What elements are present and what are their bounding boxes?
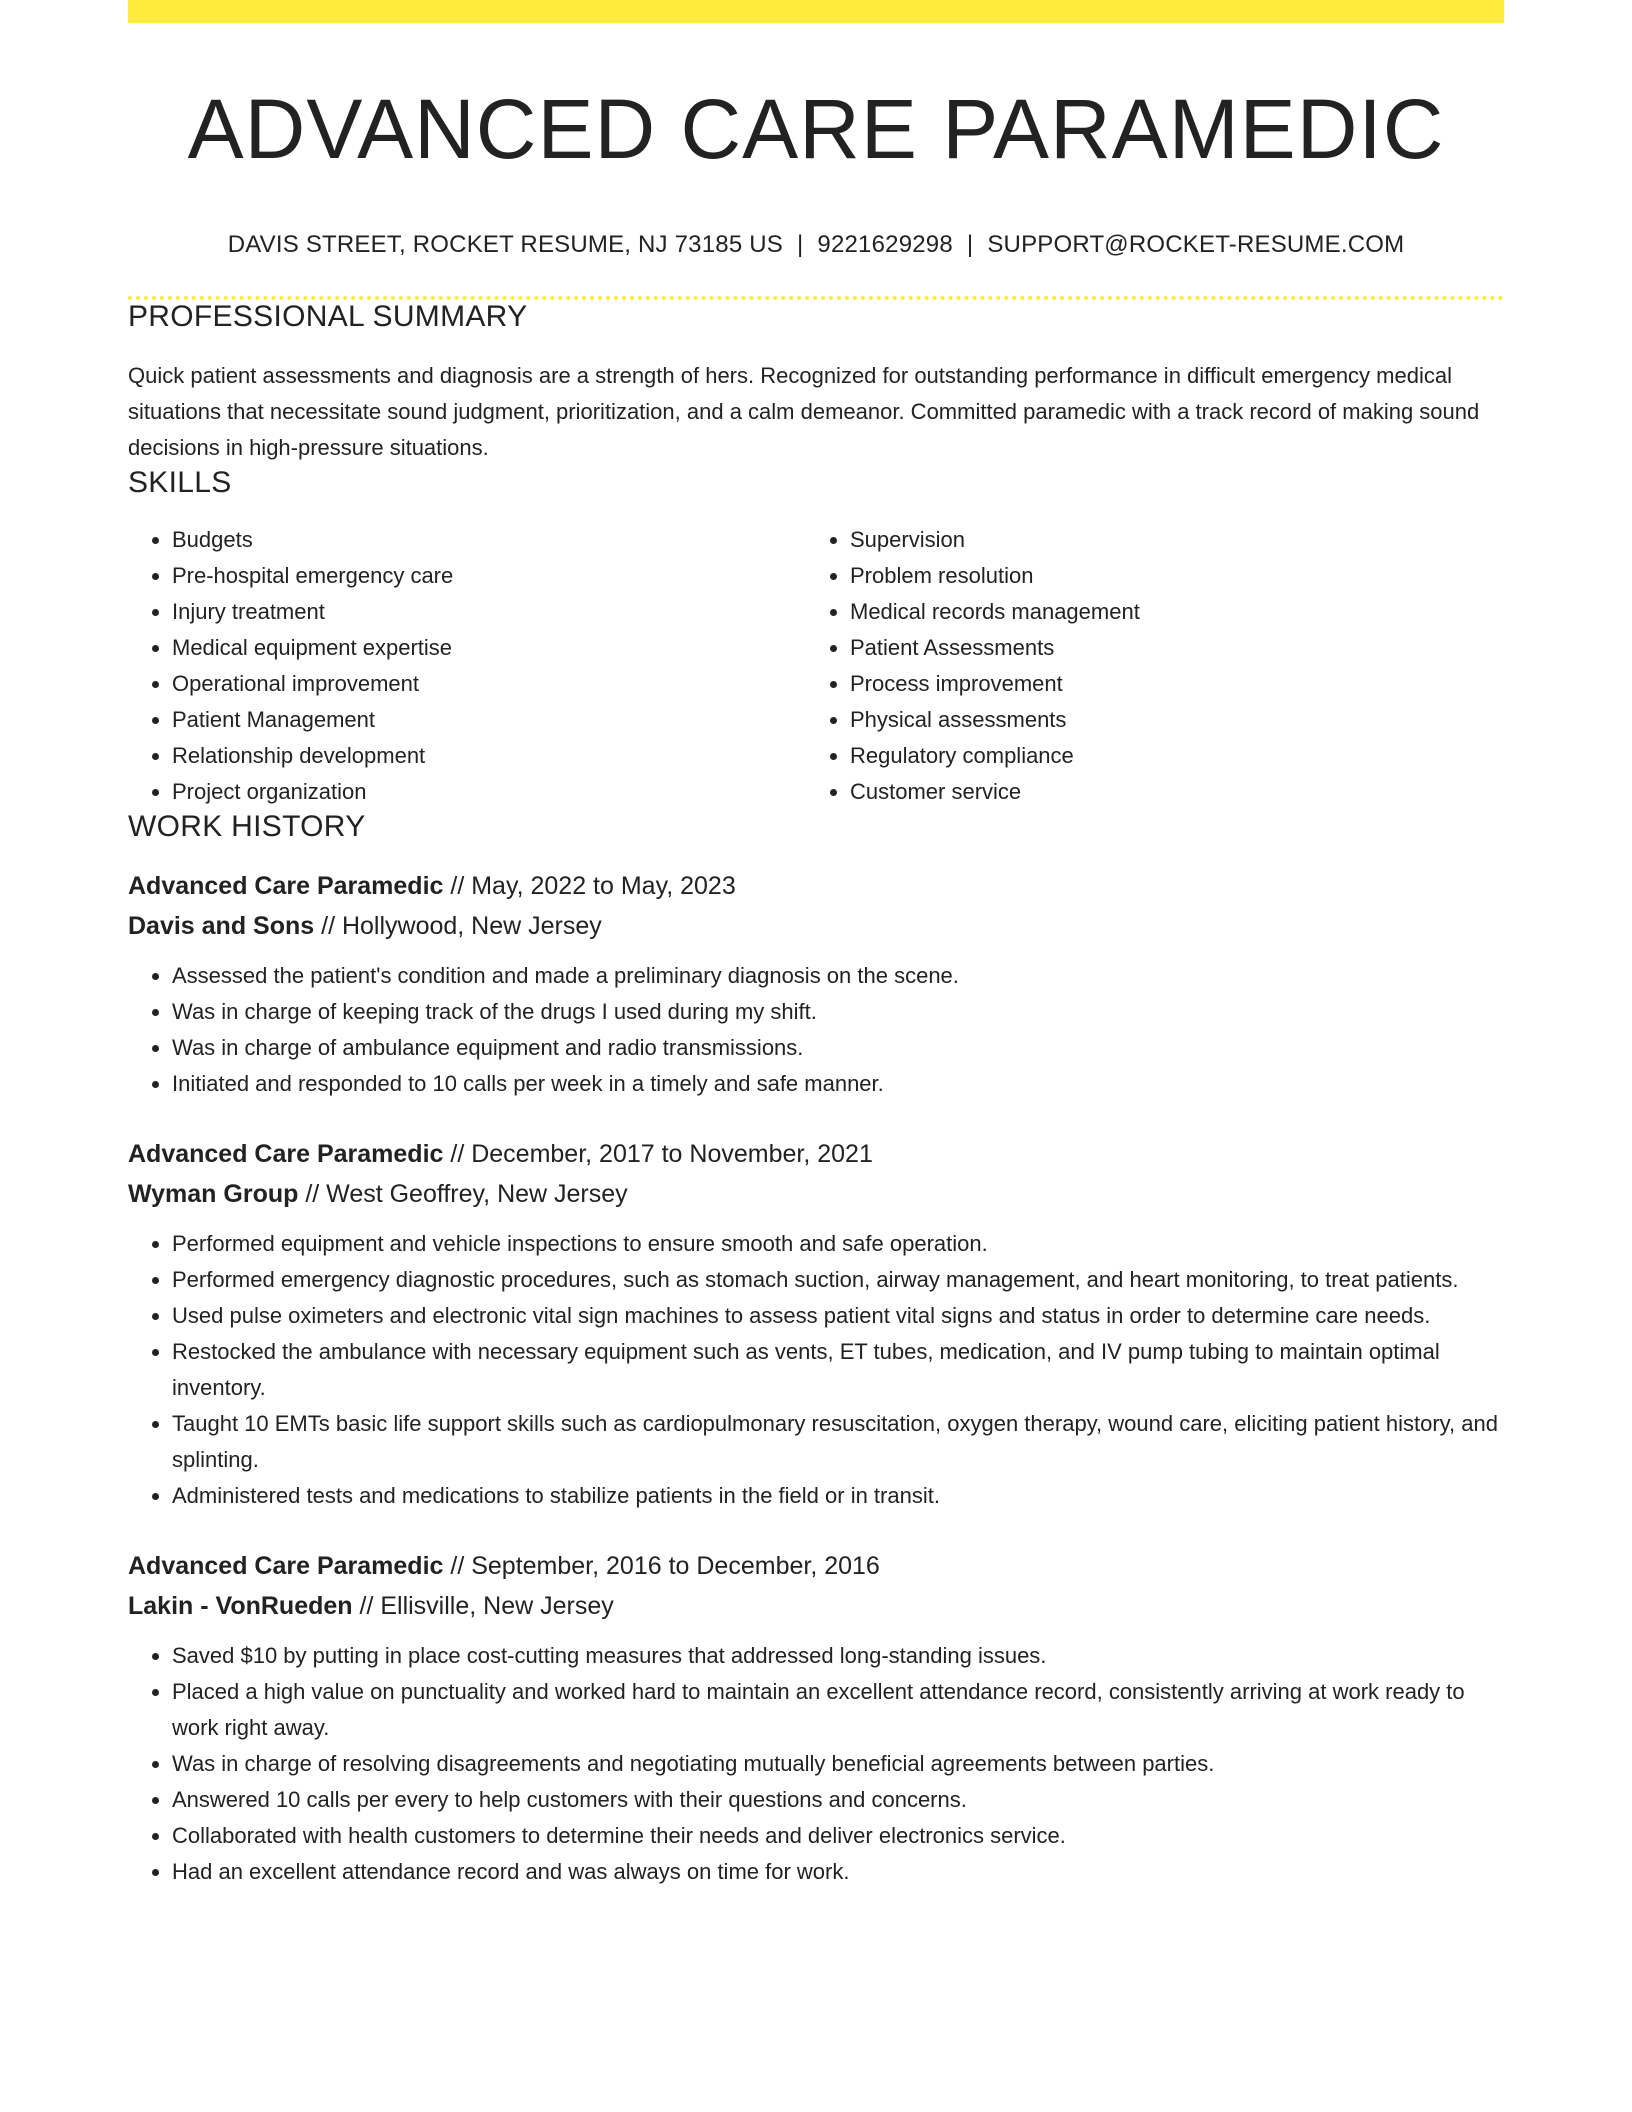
summary-text: Quick patient assessments and diagnosis are a strength of hers. Recognized for outstanding performance in difficult emergency medical situations that necessitate sound judgment, prioritization, and a calm demeanor. Committed paramedic with a track record of making sound decisions in high-pressure situations. bbox=[128, 363, 1480, 461]
contact-line bbox=[128, 231, 1504, 259]
skill-item: • Budgets bbox=[172, 522, 806, 558]
skill-item: • Injury treatment bbox=[172, 594, 806, 630]
job-company: Lakin - VonRueden bbox=[128, 1592, 353, 1621]
skills-column-right bbox=[806, 522, 1484, 810]
job-role-line bbox=[128, 1134, 1504, 1174]
skill-item: • Patient Management bbox=[172, 702, 806, 738]
skill-item: • Medical equipment expertise bbox=[172, 630, 806, 666]
job-bullet: • Had an excellent attendance record and was always on time for work. bbox=[172, 1854, 1504, 1890]
job-entry bbox=[128, 866, 1504, 1102]
contact-address: DAVIS STREET, ROCKET RESUME, NJ 73185 US bbox=[227, 231, 783, 259]
job-company-line bbox=[128, 1586, 1504, 1626]
skills-heading: SKILLS bbox=[128, 466, 232, 500]
job-bullet-list bbox=[128, 1638, 1504, 1890]
job-bullet: • Restocked the ambulance with necessary equipment such as vents, ET tubes, medication, and IV pump tubing to maintain optimal inventory. bbox=[172, 1334, 1504, 1406]
job-dates: // September, 2016 to December, 2016 bbox=[443, 1552, 880, 1581]
job-role: Advanced Care Paramedic bbox=[128, 1140, 444, 1169]
job-bullet: • Performed emergency diagnostic procedures, such as stomach suction, airway management, and heart monitoring, to treat patients. bbox=[172, 1262, 1504, 1298]
skill-item: • Medical records management bbox=[850, 594, 1484, 630]
job-company-line bbox=[128, 1174, 1504, 1214]
job-bullet-list bbox=[128, 958, 1504, 1102]
resume-title: ADVANCED CARE PARAMEDIC bbox=[187, 82, 1445, 176]
job-role-line bbox=[128, 866, 1504, 906]
contact-separator: | bbox=[966, 231, 974, 259]
contact-separator: | bbox=[796, 231, 804, 259]
skill-item: • Patient Assessments bbox=[850, 630, 1484, 666]
skills-list bbox=[128, 522, 1504, 810]
skill-item: • Problem resolution bbox=[850, 558, 1484, 594]
top-accent-bar bbox=[128, 0, 1504, 23]
job-company-line bbox=[128, 906, 1504, 946]
job-location: // Ellisville, New Jersey bbox=[352, 1592, 614, 1621]
job-entry bbox=[128, 1134, 1504, 1514]
job-entry bbox=[128, 1546, 1504, 1890]
contact-phone: 9221629298 bbox=[817, 231, 953, 259]
summary-heading: PROFESSIONAL SUMMARY bbox=[128, 300, 528, 334]
skill-item: • Operational improvement bbox=[172, 666, 806, 702]
job-dates: // December, 2017 to November, 2021 bbox=[443, 1140, 873, 1169]
contact-email: SUPPORT@ROCKET-RESUME.COM bbox=[987, 231, 1405, 259]
job-company: Wyman Group bbox=[128, 1180, 299, 1209]
job-company: Davis and Sons bbox=[128, 912, 315, 941]
job-bullet-list bbox=[128, 1226, 1504, 1514]
job-bullet: • Was in charge of keeping track of the drugs I used during my shift. bbox=[172, 994, 1504, 1030]
job-bullet: • Placed a high value on punctuality and worked hard to maintain an excellent attendance record, consistently arriving at work ready to work right away. bbox=[172, 1674, 1504, 1746]
job-bullet: • Saved $10 by putting in place cost-cutting measures that addressed long-standing issues. bbox=[172, 1638, 1504, 1674]
job-role: Advanced Care Paramedic bbox=[128, 872, 444, 901]
job-role: Advanced Care Paramedic bbox=[128, 1552, 444, 1581]
skill-item: • Project organization bbox=[172, 774, 806, 810]
job-bullet: • Administered tests and medications to stabilize patients in the field or in transit. bbox=[172, 1478, 1504, 1514]
job-bullet: • Collaborated with health customers to determine their needs and deliver electronics service. bbox=[172, 1818, 1504, 1854]
skill-item: • Physical assessments bbox=[850, 702, 1484, 738]
job-bullet: • Taught 10 EMTs basic life support skills such as cardiopulmonary resuscitation, oxygen therapy, wound care, eliciting patient history, and splinting. bbox=[172, 1406, 1504, 1478]
job-bullet: • Answered 10 calls per every to help customers with their questions and concerns. bbox=[172, 1782, 1504, 1818]
job-location: // West Geoffrey, New Jersey bbox=[298, 1180, 628, 1209]
skill-item: • Pre-hospital emergency care bbox=[172, 558, 806, 594]
skill-item: • Relationship development bbox=[172, 738, 806, 774]
job-bullet: • Was in charge of ambulance equipment and radio transmissions. bbox=[172, 1030, 1504, 1066]
job-role-line bbox=[128, 1546, 1504, 1586]
job-bullet: • Was in charge of resolving disagreements and negotiating mutually beneficial agreements between parties. bbox=[172, 1746, 1504, 1782]
job-dates: // May, 2022 to May, 2023 bbox=[443, 872, 736, 901]
work-history-heading: WORK HISTORY bbox=[128, 810, 366, 844]
skill-item: • Regulatory compliance bbox=[850, 738, 1484, 774]
job-bullet: • Initiated and responded to 10 calls per week in a timely and safe manner. bbox=[172, 1066, 1504, 1102]
job-bullet: • Used pulse oximeters and electronic vital sign machines to assess patient vital signs and status in order to determine care needs. bbox=[172, 1298, 1504, 1334]
skill-item: • Process improvement bbox=[850, 666, 1484, 702]
job-bullet: • Assessed the patient's condition and made a preliminary diagnosis on the scene. bbox=[172, 958, 1504, 994]
job-bullet: • Performed equipment and vehicle inspections to ensure smooth and safe operation. bbox=[172, 1226, 1504, 1262]
job-location: // Hollywood, New Jersey bbox=[314, 912, 602, 941]
skill-item: • Supervision bbox=[850, 522, 1484, 558]
resume-page bbox=[128, 0, 1504, 1890]
skill-item: • Customer service bbox=[850, 774, 1484, 810]
skills-column-left bbox=[128, 522, 806, 810]
